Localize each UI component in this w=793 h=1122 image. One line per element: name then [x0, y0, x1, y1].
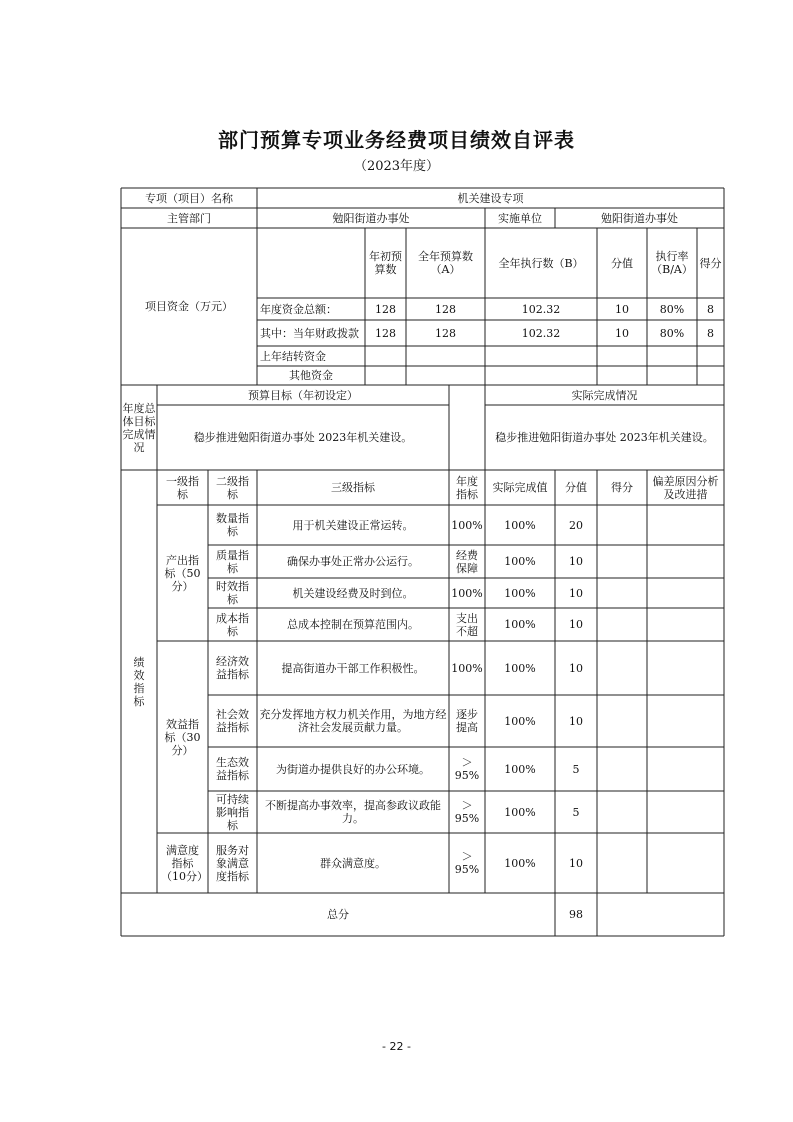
- row-value: 5: [572, 805, 580, 819]
- header-l2: 二级指标: [216, 474, 249, 501]
- funds-row-initial: 128: [375, 326, 396, 340]
- funds-row-rate: 80%: [659, 302, 685, 316]
- funds-row-annual: 128: [435, 326, 456, 340]
- indicators-label: 绩效指标: [133, 655, 145, 708]
- row-actual: 100%: [504, 805, 536, 819]
- funds-label: 项目资金（万元）: [145, 300, 233, 313]
- group-benefit: 效益指标（30分）: [164, 717, 201, 757]
- row-actual: 100%: [504, 555, 536, 568]
- goals-actual-header: 实际完成情况: [571, 388, 638, 402]
- col-score: 得分: [699, 256, 722, 270]
- col-annual-budget: 全年预算数（A）: [418, 250, 473, 276]
- total-value: 98: [569, 908, 583, 921]
- funds-row-label: 其他资金: [289, 369, 333, 382]
- col-score-value: 分值: [611, 256, 633, 270]
- header-reason: 偏差原因分析及改进措: [652, 474, 719, 501]
- row-value: 10: [569, 661, 583, 675]
- row-target: ＞95%: [454, 850, 480, 876]
- header-target: 年度指标: [456, 474, 478, 501]
- col-exec-rate: 执行率（B/A）: [651, 250, 693, 276]
- row-l3: 确保办事处正常办公运行。: [287, 555, 419, 568]
- row-l2: 成本指标: [216, 611, 249, 638]
- row-value: 10: [569, 714, 583, 728]
- row-value: 20: [569, 518, 583, 532]
- header-score: 得分: [611, 481, 633, 494]
- header-l1: 一级指标: [166, 474, 199, 501]
- col-initial-budget: 年初预算数: [369, 250, 402, 276]
- row-actual: 100%: [504, 856, 536, 870]
- row-l3: 不断提高办事效率，提高参政议政能力。: [265, 799, 441, 825]
- group-output: 产出指标（50分）: [164, 553, 201, 593]
- row-l2: 社会效益指标: [216, 708, 249, 734]
- project-name-value: 机关建设专项: [457, 191, 524, 205]
- row-target: 支出不超: [456, 611, 478, 638]
- row-target: 100%: [451, 661, 483, 675]
- row-target: 100%: [451, 518, 483, 532]
- header-actual: 实际完成值: [492, 481, 548, 494]
- row-target: ＞95%: [454, 756, 480, 782]
- row-value: 10: [569, 856, 583, 870]
- row-value: 10: [569, 618, 583, 631]
- header-l3: 三级指标: [331, 481, 375, 494]
- row-l3: 充分发挥地方权力机关作用，为地方经济社会发展贡献力量。: [259, 708, 447, 734]
- dept-label: 主管部门: [167, 211, 211, 225]
- row-value: 10: [569, 555, 583, 568]
- funds-row-exec: 102.32: [521, 326, 561, 340]
- row-actual: 100%: [504, 518, 536, 532]
- header-value: 分值: [565, 481, 587, 494]
- row-l3: 为街道办提供良好的办公环境。: [276, 762, 430, 776]
- row-target: 逐步提高: [456, 708, 478, 734]
- row-l2: 时效指标: [216, 580, 249, 606]
- row-actual: 100%: [504, 661, 536, 675]
- funds-row-initial: 128: [375, 302, 396, 316]
- funds-row-rate: 80%: [659, 326, 685, 340]
- row-actual: 100%: [504, 586, 536, 600]
- row-actual: 100%: [504, 762, 536, 776]
- row-target: ＞95%: [454, 799, 480, 825]
- row-actual: 100%: [504, 714, 536, 728]
- impl-value: 勉阳街道办事处: [601, 211, 678, 225]
- page-subtitle: （2023年度）: [353, 159, 440, 174]
- funds-row-value: 10: [615, 326, 629, 340]
- row-l2: 经济效益指标: [216, 655, 249, 681]
- funds-row-label: 其中：当年财政拨款: [260, 326, 359, 340]
- row-l2: 服务对象满意度指标: [216, 843, 249, 883]
- row-l3: 群众满意度。: [320, 856, 386, 870]
- row-target: 经费保障: [456, 548, 478, 575]
- funds-row-annual: 128: [435, 302, 456, 316]
- page-number: - 22 -: [382, 1040, 411, 1053]
- funds-row-label: 上年结转资金: [260, 349, 326, 363]
- goals-label: 年度总体目标完成情况: [122, 401, 156, 454]
- row-target: 100%: [451, 586, 483, 600]
- row-l3: 提高街道办干部工作积极性。: [281, 661, 425, 675]
- goals-planned-header: 预算目标（年初设定）: [248, 388, 358, 402]
- funds-row-score: 8: [707, 326, 714, 340]
- goals-actual-text: 稳步推进勉阳街道办事处 2023年机关建设。: [495, 431, 714, 444]
- row-l3: 用于机关建设正常运转。: [292, 518, 414, 532]
- page-title: 部门预算专项业务经费项目绩效自评表: [218, 128, 575, 152]
- row-l2: 生态效益指标: [216, 756, 249, 782]
- impl-label: 实施单位: [498, 211, 542, 225]
- goals-planned-text: 稳步推进勉阳街道办事处 2023年机关建设。: [193, 431, 413, 444]
- row-actual: 100%: [504, 618, 536, 631]
- funds-row-score: 8: [707, 302, 714, 316]
- row-l3: 总成本控制在预算范围内。: [287, 618, 419, 631]
- group-satisfaction: 满意度指标（10分）: [161, 843, 208, 883]
- funds-row-exec: 102.32: [521, 302, 561, 316]
- row-l2: 质量指标: [216, 548, 249, 575]
- col-annual-exec: 全年执行数（B）: [498, 256, 584, 270]
- row-l2: 数量指标: [216, 512, 249, 538]
- funds-row-value: 10: [615, 302, 629, 316]
- total-label: 总分: [327, 908, 349, 921]
- row-l2: 可持续影响指标: [216, 792, 249, 832]
- dept-value: 勉阳街道办事处: [332, 211, 410, 225]
- row-value: 10: [569, 586, 583, 600]
- project-name-label: 专项（项目）名称: [145, 191, 233, 205]
- row-value: 5: [572, 762, 580, 776]
- funds-row-label: 年度资金总额：: [260, 302, 337, 316]
- row-l3: 机关建设经费及时到位。: [292, 586, 414, 600]
